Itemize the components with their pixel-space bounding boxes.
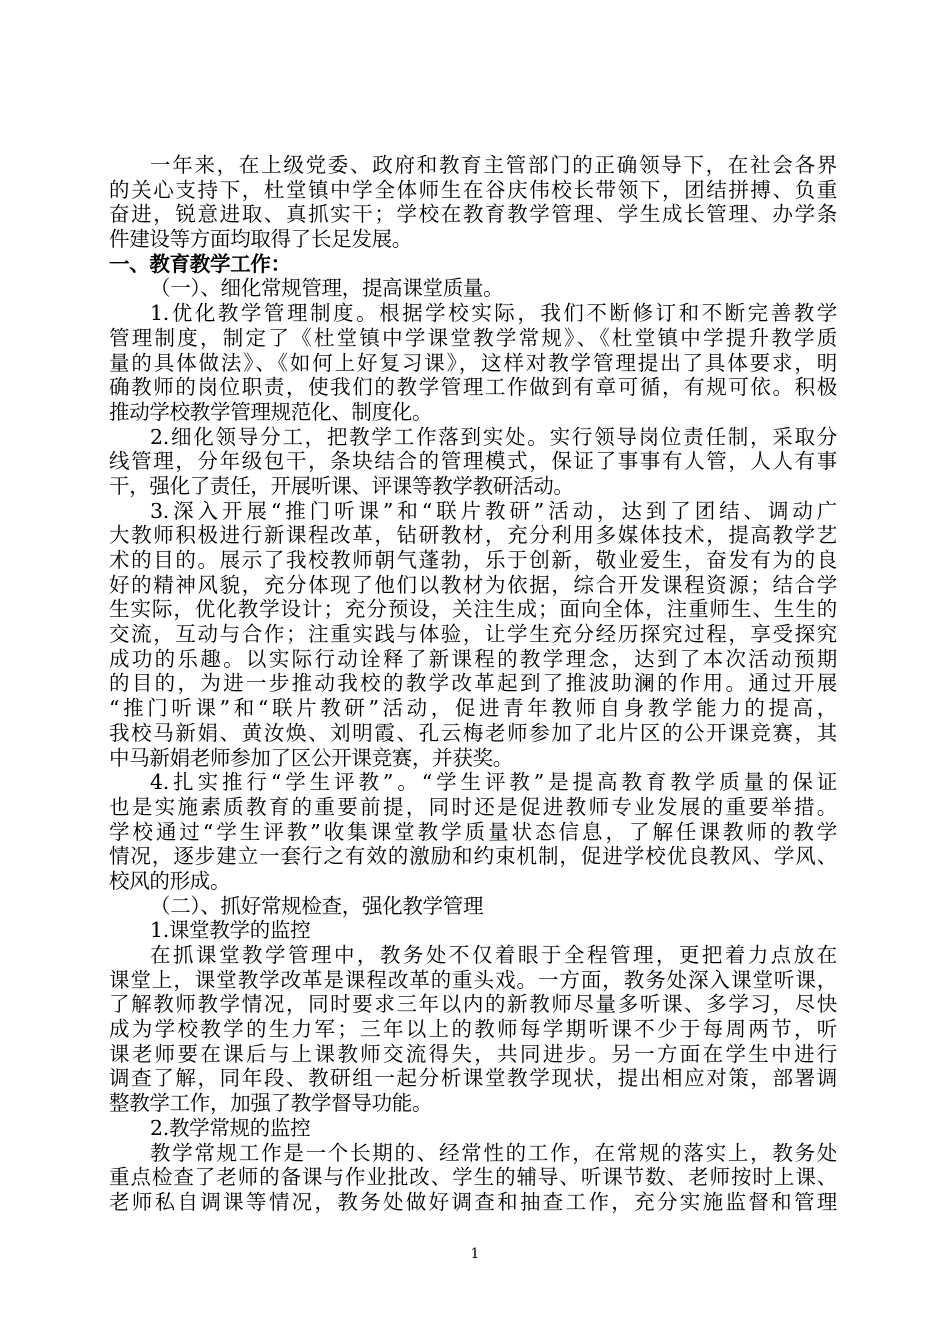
paragraph-line: 在抓课堂教学管理中，教务处不仅着眼于全程管理，更把着力点放在 <box>150 943 837 967</box>
paragraph-line: 管理制度，制定了《杜堂镇中学课堂教学常规》、《杜堂镇中学提升教学质 <box>109 325 837 350</box>
paragraph-line: “推门听课”和“联片教研”活动，促进青年教师自身教学能力的提高， <box>109 696 837 721</box>
paragraph-line: 生实际，优化教学设计；充分预设，关注生成；面向全体，注重师生、生生的 <box>109 597 837 622</box>
paragraph-line: 重点检查了老师的备课与作业批改、学生的辅导、听课节数、老师按时上课、 <box>109 1165 837 1190</box>
paragraph-line: 成为学校教学的生力军；三年以上的教师每学期听课不少于每周两节，听 <box>109 1017 837 1042</box>
paragraph-line: 件建设等方面均取得了长足发展。 <box>109 227 412 252</box>
paragraph-line: 学校通过“学生评教”收集课堂教学质量状态信息，了解任课教师的教学 <box>109 819 837 844</box>
paragraph-line: 推动学校教学管理规范化、制度化。 <box>109 399 433 424</box>
paragraph-line: 教学常规工作是一个长期的、经常性的工作，在常规的落实上，教务处 <box>150 1140 837 1165</box>
paragraph-line: 的目的，为进一步推动我校的教学改革起到了推波助澜的作用。通过开展 <box>109 671 837 696</box>
paragraph-line: 了解教师教学情况，同时要求三年以内的新教师尽量多听课、多学习，尽快 <box>109 992 837 1017</box>
section-heading: 一、教育教学工作： <box>109 251 291 276</box>
item-heading: 2.教学常规的监控 <box>150 1115 311 1140</box>
paragraph-line: 术的目的。展示了我校教师朝气蓬勃，乐于创新，敬业爱生，奋发有为的良 <box>109 548 837 572</box>
paragraph-line: 大教师积极进行新课程改革，钻研教材，充分利用多媒体技术，提高教学艺 <box>109 523 837 548</box>
paragraph-line: 奋进，锐意进取、真抓实干；学校在教育教学管理、学生成长管理、办学条 <box>109 202 837 227</box>
subsection-heading: （二）、抓好常规检查，强化教学管理 <box>150 893 484 918</box>
paragraph-line: 中马新娟老师参加了区公开课竞赛，并获奖。 <box>109 745 513 770</box>
paragraph-line: 交流，互动与合作；注重实践与体验，让学生充分经历探究过程，享受探究 <box>109 622 837 647</box>
paragraph-line: 量的具体做法》、《如何上好复习课》，这样对教学管理提出了具体要求，明 <box>109 350 837 375</box>
paragraph-line: 调查了解，同年段、教研组一起分析课堂教学现状，提出相应对策，部署调 <box>109 1066 837 1091</box>
paragraph-line: 也是实施素质教育的重要前提，同时还是促进教师专业发展的重要举措。 <box>109 794 837 819</box>
paragraph-line: 的关心支持下，杜堂镇中学全体师生在谷庆伟校长带领下，团结拼搏、负重 <box>109 177 837 202</box>
paragraph-line: 2.细化领导分工，把教学工作落到实处。实行领导岗位责任制，采取分 <box>150 424 837 449</box>
paragraph-line: 1.优化教学管理制度。根据学校实际，我们不断修订和不断完善教学 <box>150 301 837 326</box>
page-number: 1 <box>470 1246 480 1262</box>
paragraph-line: 好的精神风貌，充分体现了他们以教材为依据，综合开发课程资源；结合学 <box>109 572 837 597</box>
paragraph-line: 整教学工作，加强了教学督导功能。 <box>109 1091 433 1116</box>
paragraph-line: 3.深入开展“推门听课”和“联片教研”活动，达到了团结、调动广 <box>150 498 837 523</box>
subsection-heading: （一）、细化常规管理，提高课堂质量。 <box>150 276 504 301</box>
item-heading: 1.课堂教学的监控 <box>150 918 311 943</box>
paragraph-line: 成功的乐趣。以实际行动诠释了新课程的教学理念，达到了本次活动预期 <box>109 646 837 671</box>
document-body <box>109 153 837 1215</box>
paragraph-line: 课堂上，课堂教学改革是课程改革的重头戏。一方面，教务处深入课堂听课， <box>109 967 837 992</box>
paragraph-line: 老师私自调课等情况，教务处做好调查和抽查工作，充分实施监督和管理 <box>109 1189 837 1214</box>
paragraph-line: 情况，逐步建立一套行之有效的激励和约束机制，促进学校优良教风、学风、 <box>109 844 837 869</box>
paragraph-line: 校风的形成。 <box>109 868 231 893</box>
paragraph-line: 线管理，分年级包干，条块结合的管理模式，保证了事事有人管，人人有事 <box>109 449 837 474</box>
paragraph-line: 我校马新娟、黄汝焕、刘明霞、孔云梅老师参加了北片区的公开课竞赛，其 <box>109 720 837 745</box>
paragraph-line: 干，强化了责任，开展听课、评课等教学教研活动。 <box>109 473 574 498</box>
paragraph-line: 课老师要在课后与上课教师交流得失，共同进步。另一方面在学生中进行 <box>109 1041 837 1066</box>
paragraph-line: 一年来，在上级党委、政府和教育主管部门的正确领导下，在社会各界 <box>150 153 837 177</box>
paragraph-line: 4.扎实推行“学生评教”。“学生评教”是提高教育教学质量的保证 <box>150 770 837 795</box>
paragraph-line: 确教师的岗位职责，使我们的教学管理工作做到有章可循，有规可依。积极 <box>109 375 837 400</box>
